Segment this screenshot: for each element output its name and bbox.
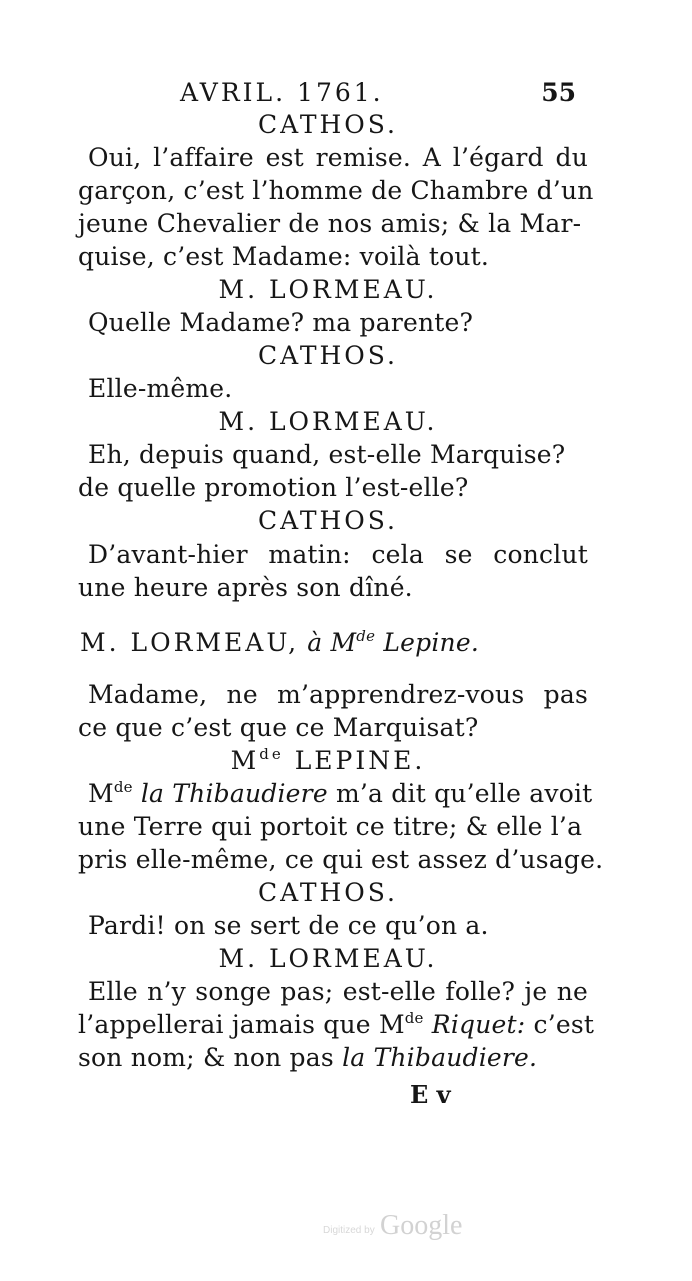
stage-direction-sup: de bbox=[356, 627, 376, 645]
honorific-prefix: M bbox=[378, 1010, 405, 1039]
speaker-heading: CATHOS. bbox=[258, 341, 398, 370]
text-line: Madame, ne m’apprendrez-vous pas bbox=[88, 680, 588, 709]
text-line bbox=[78, 1041, 578, 1075]
name-italic: la Thibaudiere bbox=[140, 779, 328, 808]
speaker-heading bbox=[78, 744, 578, 778]
page-number: 55 bbox=[541, 78, 576, 107]
stage-direction bbox=[80, 626, 580, 660]
digitized-by-label: Digitized by bbox=[323, 1225, 375, 1236]
stage-direction-prefix: M bbox=[330, 628, 357, 657]
text-line: de quelle promotion l’est-elle? bbox=[78, 473, 469, 502]
speaker-heading: CATHOS. bbox=[258, 878, 398, 907]
stage-direction-to: à bbox=[307, 628, 323, 657]
speaker-heading: CATHOS. bbox=[258, 110, 398, 139]
honorific-prefix: M bbox=[88, 779, 114, 808]
stage-direction-addressee: Lepine. bbox=[383, 628, 479, 657]
name-italic: Riquet: bbox=[431, 1010, 526, 1039]
speaker-heading: M. LORMEAU. bbox=[218, 944, 438, 973]
google-watermark: Google bbox=[380, 1210, 463, 1241]
text-line: Quelle Madame? ma parente? bbox=[88, 308, 474, 337]
running-title: AVRIL. 1761. bbox=[180, 78, 384, 107]
text-line: pris elle-même, ce qui est assez d’usage. bbox=[78, 845, 604, 874]
text-segment: m’a dit qu’elle avoit bbox=[335, 779, 593, 808]
speaker-name: LEPINE. bbox=[294, 746, 426, 775]
text-line: Elle-même. bbox=[88, 374, 233, 403]
text-line: garçon, c’est l’homme de Chambre d’un bbox=[78, 176, 594, 205]
text-line: D’avant-hier matin: cela se conclut bbox=[88, 540, 588, 569]
signature-mark: E v bbox=[410, 1080, 451, 1109]
text-segment: c’est bbox=[533, 1010, 595, 1039]
name-italic: la Thibaudiere. bbox=[342, 1043, 538, 1072]
text-line: Elle n’y songe pas; est-elle folle? je ne bbox=[88, 977, 588, 1006]
speaker-heading: M. LORMEAU. bbox=[218, 407, 438, 436]
honorific-sup: de bbox=[113, 778, 133, 796]
text-segment: son nom; & non pas bbox=[78, 1043, 334, 1072]
running-header bbox=[180, 78, 580, 112]
text-line bbox=[88, 777, 593, 811]
text-line: jeune Chevalier de nos amis; & la Mar- bbox=[78, 209, 582, 238]
text-line: une Terre qui portoit ce titre; & elle l’a bbox=[78, 812, 583, 841]
stage-direction-speaker: M. LORMEAU, bbox=[80, 628, 300, 657]
text-line: Eh, depuis quand, est-elle Marquise? bbox=[88, 440, 566, 469]
speaker-sup: de bbox=[259, 745, 284, 763]
text-line: Oui, l’affaire est remise. A l’égard du bbox=[88, 143, 588, 172]
text-line: quise, c’est Madame: voilà tout. bbox=[78, 242, 490, 271]
speaker-heading: M. LORMEAU. bbox=[218, 275, 438, 304]
text-line: une heure après son dîné. bbox=[78, 573, 413, 602]
speaker-heading: CATHOS. bbox=[258, 506, 398, 535]
text-line bbox=[78, 1008, 595, 1042]
speaker-prefix: M bbox=[230, 746, 260, 775]
honorific-sup: de bbox=[404, 1009, 424, 1027]
text-line: ce que c’est que ce Marquisat? bbox=[78, 713, 479, 742]
text-line: Pardi! on se sert de ce qu’on a. bbox=[88, 911, 489, 940]
text-segment: l’appellerai jamais que bbox=[78, 1010, 371, 1039]
